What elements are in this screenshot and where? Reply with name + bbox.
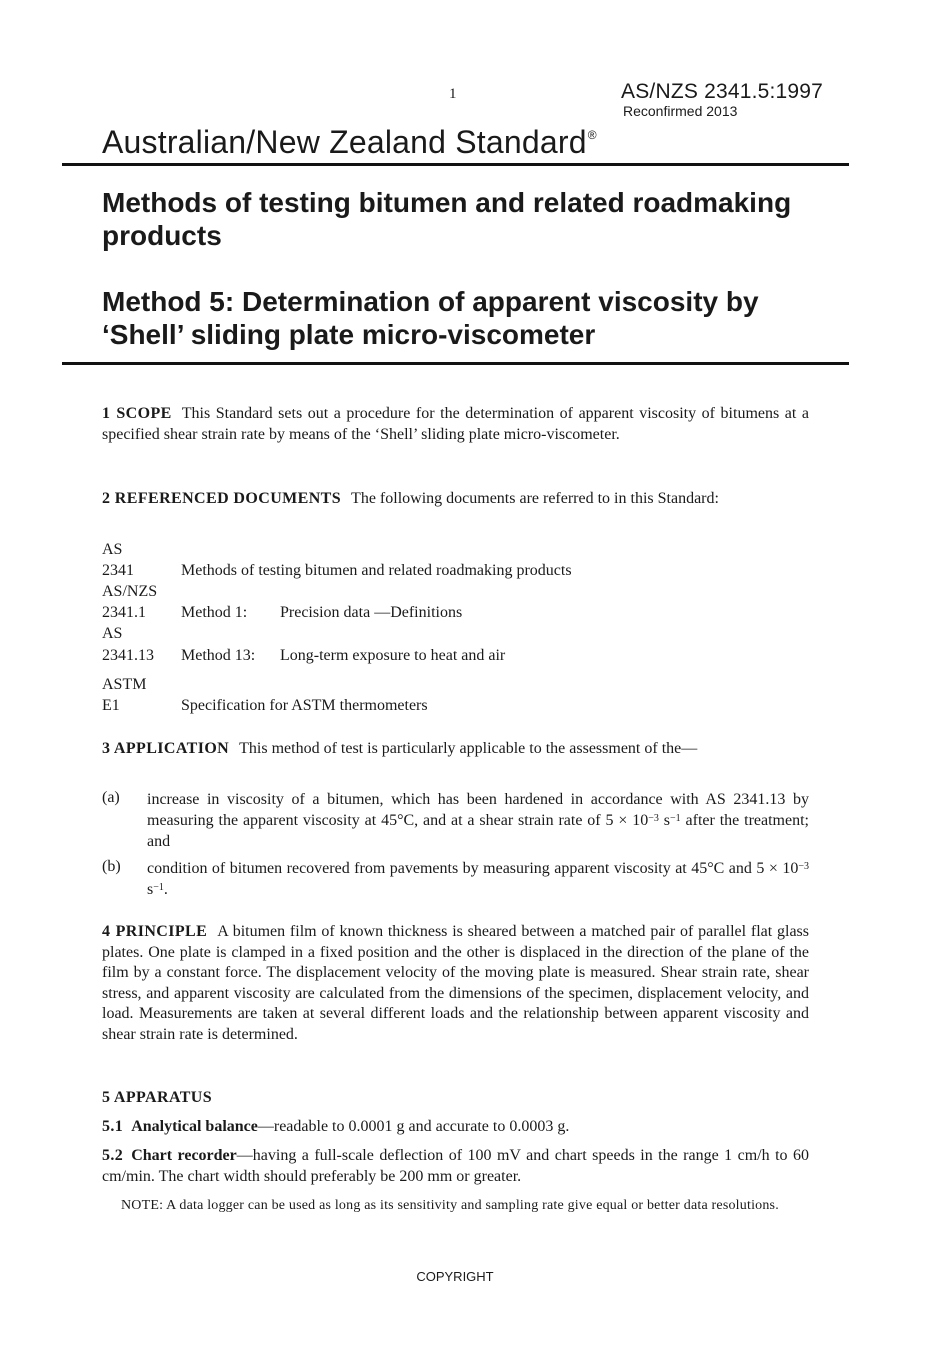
list-item-text: increase in viscosity of a bitumen, which has been hardened in accordance with AS 2341.13 by measuring the apparent viscosity at 45°C, and at a shear strain rate of 5 × 10: [147, 791, 809, 829]
section-apparatus: [102, 1088, 809, 1109]
apparatus-item: [102, 1146, 809, 1187]
page-number: 1: [449, 86, 457, 102]
referenced-documents-heading: 2 REFERENCED DOCUMENTS: [102, 490, 342, 507]
exponent: −1: [670, 813, 681, 824]
apparatus-item-number: 5.1: [102, 1118, 124, 1135]
ref-item-description: [181, 645, 505, 666]
apparatus-item-text: —readable to 0.0001 g and accurate to 0.0003 g.: [257, 1118, 570, 1135]
series-title: Methods of testing bitumen and related roadmaking products: [102, 187, 792, 251]
exponent: −3: [648, 813, 659, 824]
list-item: [147, 789, 809, 852]
title-rule-top: [62, 163, 849, 166]
list-item-text: condition of bitumen recovered from pavements by measuring apparent viscosity at 45°C and 5 × 10: [147, 860, 799, 877]
referenced-documents-text: The following documents are referred to in this Standard:: [351, 490, 719, 507]
reconfirmed-label: Reconfirmed 2013: [623, 103, 738, 119]
section-application: [102, 739, 809, 760]
ref-item-org: AS: [102, 541, 123, 558]
ref-item-title: Methods of testing bitumen and related roadmaking products: [181, 562, 572, 579]
ref-item-org: AS/NZS: [102, 583, 158, 600]
ref-item-title: Specification for ASTM thermometers: [181, 697, 428, 714]
ref-item-description: [181, 602, 462, 623]
ref-item-title: Precision data —Definitions: [280, 604, 463, 621]
ref-item-org: AS: [102, 625, 123, 642]
ref-item-org: ASTM: [102, 676, 147, 693]
registered-mark: ®: [587, 128, 597, 142]
list-label: (b): [102, 858, 121, 875]
standard-title-text: Australian/New Zealand Standard: [102, 124, 587, 160]
ref-item-number: 2341.13: [102, 647, 154, 664]
unit-text: s: [147, 881, 154, 898]
list-label: (a): [102, 789, 120, 806]
ref-item-number: 2341: [102, 562, 134, 579]
apparatus-item-name: Chart recorder: [131, 1147, 237, 1164]
method-title: Method 5: Determination of apparent viscosity by ‘Shell’ sliding plate micro-viscometer: [102, 286, 759, 350]
apparatus-heading: 5 APPARATUS: [102, 1089, 213, 1106]
section-scope: [102, 404, 809, 445]
section-referenced-documents: [102, 489, 809, 510]
apparatus-item-text: —having a full-scale deflection of 100 mV and chart speeds in the range 1 cm/h to 60 cm/min. The chart width should preferably be 200 mm or greater.: [102, 1147, 809, 1185]
exponent: −1: [153, 882, 164, 893]
principle-text: A bitumen film of known thickness is sheared between a matched pair of parallel flat glass plates. One plate is clamped in a fixed position and the other is displaced in the direction of the plane of the film by a constant force. The displacement velocity of the moving plate is measured. Shear strain rate, shear stress, and apparent viscosity are calculated from the dimensions of the specimen, displacement velocity, and load. Measurements are taken at several different loads and the relationship between apparent viscosity and shear strain rate is determined.: [102, 923, 809, 1043]
apparatus-item-name: Analytical balance: [131, 1118, 258, 1135]
title-rule-bottom: [62, 362, 849, 365]
list-item: [147, 858, 809, 900]
ref-item-method: Method 13:: [181, 647, 256, 664]
standard-title: [102, 124, 597, 161]
ref-item-title: Long-term exposure to heat and air: [280, 647, 506, 664]
principle-heading: 4 PRINCIPLE: [102, 923, 208, 940]
ref-item-number: E1: [102, 697, 120, 714]
scope-text: This Standard sets out a procedure for the determination of apparent viscosity of bitumens at a specified shear strain rate by means of the ‘Shell’ sliding plate micro-viscometer.: [102, 405, 809, 443]
apparatus-item: [102, 1117, 809, 1138]
application-heading: 3 APPLICATION: [102, 740, 230, 757]
ref-item-method: Method 1:: [181, 604, 248, 621]
list-item-text: after the treatment; and: [147, 812, 809, 850]
apparatus-item-number: 5.2: [102, 1147, 124, 1164]
copyright-footer: COPYRIGHT: [416, 1269, 494, 1284]
exponent: −3: [798, 861, 809, 872]
apparatus-note: NOTE: A data logger can be used as long as its sensitivity and sampling rate give equal or better data resolutions.: [121, 1198, 779, 1213]
unit-text: s: [658, 812, 671, 829]
section-principle: [102, 922, 809, 1045]
application-text: This method of test is particularly applicable to the assessment of the—: [239, 740, 698, 757]
scope-heading: 1 SCOPE: [102, 405, 172, 422]
standard-number: AS/NZS 2341.5:1997: [621, 80, 824, 103]
ref-item-number: 2341.1: [102, 604, 146, 621]
list-item-text: .: [163, 881, 168, 898]
